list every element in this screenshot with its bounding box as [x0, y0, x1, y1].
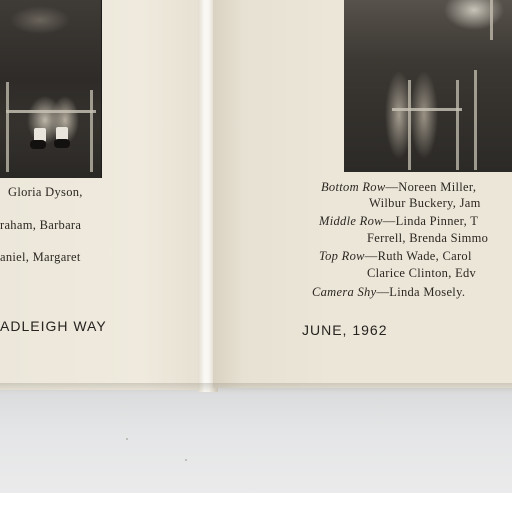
left-caption-line-2: raham, Barbara: [0, 218, 82, 232]
caption-top-row-cont: Clarice Clinton, Edv: [367, 266, 477, 280]
caption-top-row: [319, 249, 472, 264]
chair-leg: [490, 0, 493, 40]
caption-names: —Noreen Miller,: [385, 180, 477, 194]
chair-rail: [6, 110, 96, 113]
caption-label: Bottom Row: [321, 180, 386, 194]
left-page-footer: ADLEIGH WAY: [0, 318, 107, 334]
caption-names: —Ruth Wade, Carol: [364, 249, 472, 263]
left-page: [0, 0, 203, 390]
chair-leg: [90, 90, 93, 172]
caption-label: Camera Shy: [312, 285, 377, 299]
caption-middle-row: [319, 214, 478, 229]
caption-middle-row-cont: Ferrell, Brenda Simmo: [367, 231, 489, 245]
dust-speck: [126, 438, 128, 440]
left-caption-line-3: aniel, Margaret: [0, 250, 81, 264]
shoe: [30, 140, 46, 149]
chair-leg: [474, 70, 477, 170]
caption-label: Top Row: [319, 249, 365, 263]
caption-bottom-row: [321, 180, 476, 195]
caption-camera-shy: [312, 285, 465, 300]
shoe: [54, 139, 70, 148]
table-surface: [0, 385, 512, 495]
chair-rail: [392, 108, 462, 111]
caption-label: Middle Row: [319, 214, 383, 228]
dust-speck: [185, 459, 187, 461]
left-group-photo: [0, 0, 102, 178]
caption-bottom-row-cont: Wilbur Buckery, Jam: [369, 196, 481, 210]
right-group-photo: [344, 0, 512, 172]
chair-leg: [408, 80, 411, 170]
caption-names: —Linda Mosely.: [376, 285, 466, 299]
caption-names: —Linda Pinner, T: [382, 214, 479, 228]
page-shadow: [0, 383, 512, 393]
chair-leg: [6, 82, 9, 172]
bottom-margin: [0, 493, 512, 512]
left-caption-line-1: Gloria Dyson,: [8, 185, 83, 199]
chair-leg: [456, 80, 459, 170]
right-page-footer: JUNE, 1962: [302, 322, 388, 338]
